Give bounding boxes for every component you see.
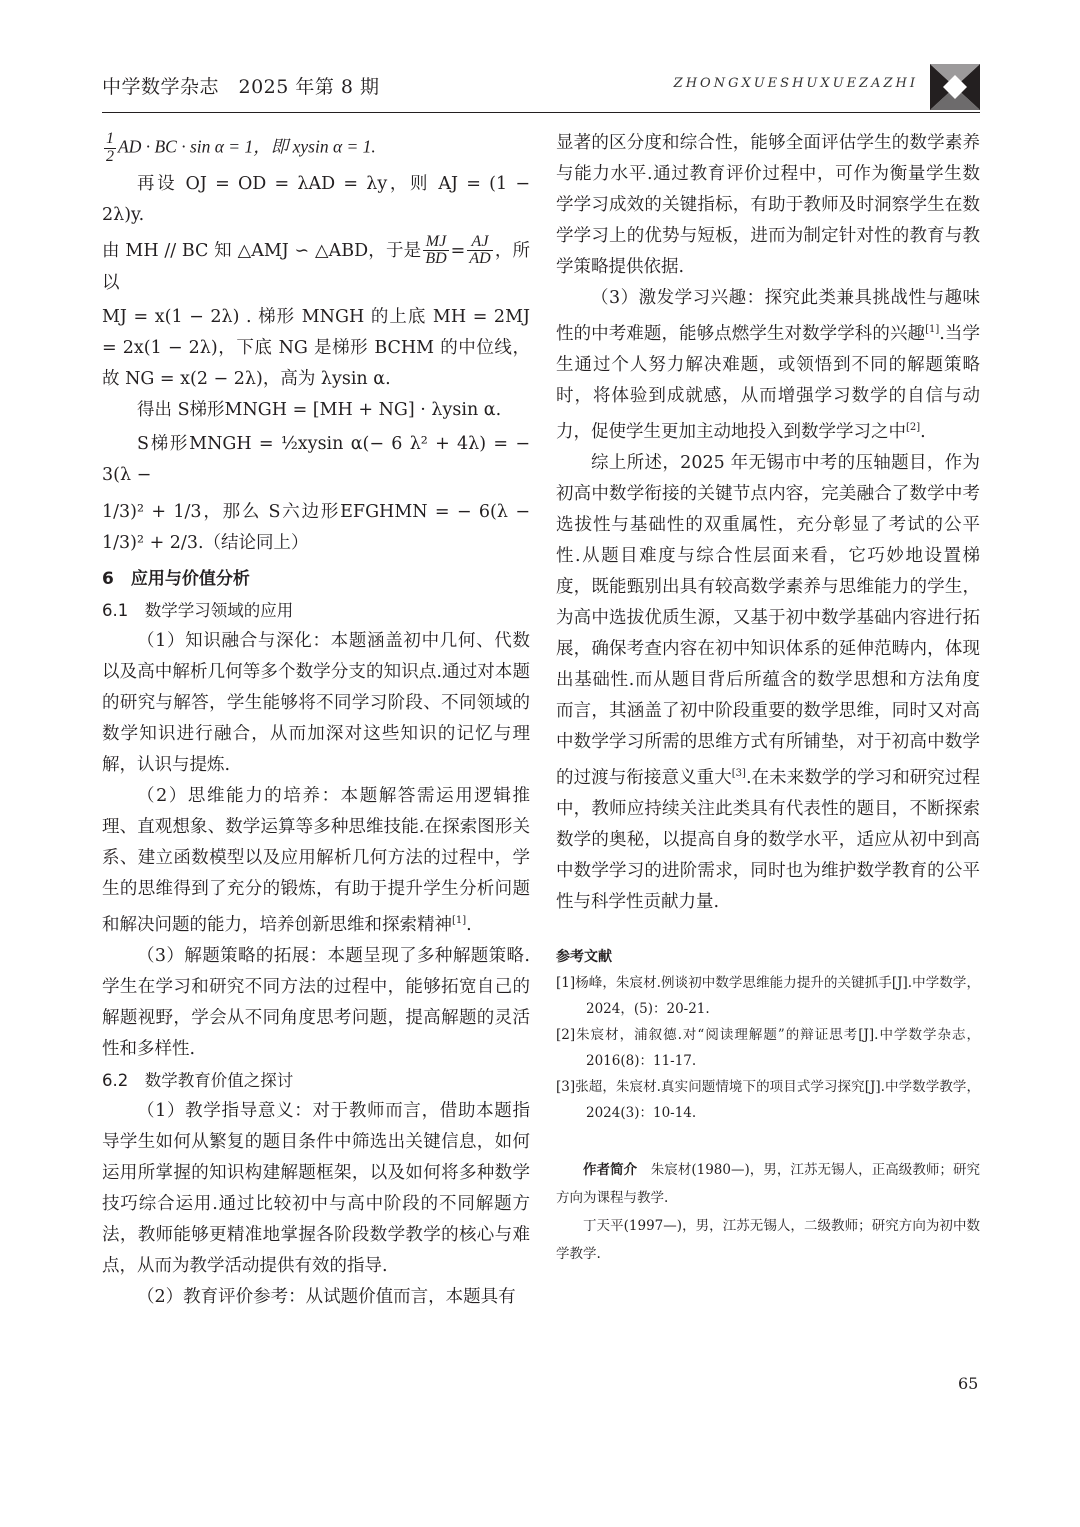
thinking-text: （2）思维能力的培养：本题解答需运用逻辑推理、直观想象、数学运算等多种思维技能.在探索图形关系、建立函数模型以及应用解析几何方法的过程中，学生的思维得到了充分的锻炼，有助于提升学生分析问题和解决问题的能力，培养创新思维和探索精神 [102,786,530,936]
section-heading-6-2: 6.2 数学教育价值之探讨 [102,1071,294,1091]
paragraph-area-expand: S梯形MNGH = ½xysin α(− 6 λ² + 4λ) = − 3(λ − [102,434,530,486]
running-header [102,64,980,114]
section-heading-6-1: 6.1 数学学习领域的应用 [102,601,294,621]
author-bio-2: 丁天平(1997—)，男，江苏无锡人，二级教师；研究方向为初中数学教学. [556,1218,980,1262]
paragraph-similar: 由 MH // BC 知 △AMJ ∽ △ABD，于是 $\frac{MJ}{BD}$ = $\frac{AJ}{AD}$ ，所以 [102,232,531,294]
paragraph-hexagon-area: 1/3)² + 1/3，那么 S六边形EFGHMN = − 6(λ − 1/3)² + 2/3.（结论同上） [102,502,530,554]
paragraph-oj: 再设 OJ = OD = λAD = λy，则 AJ = (1 − 2λ)y. [102,173,530,225]
references-title: 参考文献 [556,949,612,965]
journal-issue: 中学数学杂志 2025 年第 8 期 [102,76,380,98]
citation-1b: [1] [925,324,940,335]
citation-1: [1] [452,915,467,927]
fraction-half: $\frac{1}{2}$ [106,130,114,165]
paragraph-strategy: （3）解题策略的拓展：本题呈现了多种解题策略.学生在学习和研究不同方法的过程中，能够拓宽自己的解题视野，学会从不同角度思考问题，提高解题的灵活性和多样性. [102,946,530,1060]
journal-logo-icon [930,64,980,110]
left-column [102,128,530,1313]
author-bio-1-text: 朱宸材(1980—)，男，江苏无锡人，正高级教师；研究方向为课程与教学. [556,1162,981,1206]
similar-text: 由 MH // BC 知 △AMJ ∽ △ABD，于是 [102,240,422,261]
summary-text-a: 综上所述，2025 年无锡市中考的压轴题目，作为初高中数学衔接的关键节点内容，完美融合了数学中考选拔性与基础性的双重属性，充分彰显了考试的公平性.从题目难度与综合性层面来看，它巧妙地设置梯度，既能甄别出具有较高数学素养与思维能力的学生，为高中选拔优质生源，又基于初中数学基础内容进行拓展，确保考查内容在初中知识体系的延伸范畴内，体现出基础性.而从题目背后所蕴含的数学思想和方法角度而言，其涵盖了初中阶段重要的数学思维，同时又对高中数学学习所需的思维方式有所铺垫，对于初高中数学的过渡与衔接意义重大 [556,453,980,788]
interest-text-b: .当学生通过个人努力解决难题，或领悟到不同的解题策略时，将体验到成就感，从而增强学习数学的自信与动力，促使学生更加主动地投入到数学学习之中 [556,324,980,442]
equation-area [102,128,530,169]
reference-item: [2]朱宸材，浦叙德.对“阅读理解题”的辩证思考[J].中学数学杂志，2016(8)：11-17. [556,1027,980,1069]
equation-area-text: AD · BC · sin α = 1，即 xysin α = 1. [118,136,376,157]
paragraph-summary [556,448,980,918]
header-rule [102,112,980,113]
paragraph-knowledge: （1）知识融合与深化：本题涵盖初中几何、代数以及高中解析几何等多个数学分支的知识点.通过对本题的研究与解答，学生能够将不同学习阶段、不同领域的数学知识进行融合，从而加深对这些知识的记忆与理解，认识与提炼. [102,631,530,776]
reference-item: [3]张超，朱宸材.真实问题情境下的项目式学习探究[J].中学数学教学，2024(3)：10-14. [556,1079,980,1121]
author-bio-label: 作者简介 [583,1162,638,1178]
paragraph-area-formula: 得出 S梯形MNGH = [MH + NG] · λysin α. [137,400,502,421]
fraction-mj-bd: $\frac{MJ}{BD}$ [425,232,447,268]
citation-2: [2] [906,422,921,433]
right-column [556,128,980,1268]
author-bio [556,1156,980,1268]
paragraph-thinking: （2）思维能力的培养：本题解答需运用逻辑推理、直观想象、数学运算等多种思维技能.在探索图形关系、建立函数模型以及应用解析几何方法的过程中，学生的思维得到了充分的锻炼，有助于提升学生分析问题和解决问题的能力，培养创新思维和探索精神[1]. [102,786,530,936]
paragraph-teaching: （1）教学指导意义：对于教师而言，借助本题指导学生如何从繁复的题目条件中筛选出关键信息，如何运用所掌握的知识构建解题框架，以及如何将多种数学技巧综合运用.通过比较初中与高中阶段的不同解题方法，教师能够更精准地掌握各阶段数学教学的核心与难点，从而为教学活动提供有效的指导. [102,1101,530,1277]
fraction-aj-ad: $\frac{AJ}{AD}$ [469,232,491,268]
reference-list [556,970,980,1126]
reference-item: [1]杨峰，朱宸材.例谈初中数学思维能力提升的关键抓手[J].中学数学，2024，(5)：20-21. [556,975,980,1017]
section-heading-6: 6 应用与价值分析 [102,569,250,590]
page-number: 65 [958,1374,979,1393]
paragraph-evaluation: （2）教育评价参考：从试题价值而言，本题具有 [137,1287,516,1308]
journal-pinyin: ZHONGXUESHUXUEZAZHI [673,76,918,91]
citation-3: [3] [731,768,746,779]
author-bio-1 [556,1156,980,1212]
interest-text-a: （3）激发学习兴趣：探究此类兼具挑战性与趣味性的中考难题，能够点燃学生对数学学科的兴趣 [556,288,980,344]
summary-text-b: .在未来数学的学习和研究过程中，教师应持续关注此类具有代表性的题目，不断探索数学的奥秘，以提高自身的数学水平，适应从初中到高中数学学习的进阶需求，同时也为维护数学教育的公平性与科学性贡献力量. [556,768,981,912]
paragraph-evaluation-cont: 显著的区分度和综合性，能够全面评估学生的数学素养与能力水平.通过教育评价过程中，可作为衡量学生数学学习成效的关键指标，有助于教师及时洞察学生在数学学习上的优势与短板，进而为制定针对性的教育与教学策略提供依据. [556,133,980,277]
paragraph-interest: （3）激发学习兴趣：探究此类兼具挑战性与趣味性的中考难题，能够点燃学生对数学学科的兴趣[1].当学生通过个人努力解决难题，或领悟到不同的解题策略时，将体验到成就感，从而增强学习数学的自信与动力，促使学生更加主动地投入到数学学习之中[2]. [556,288,980,442]
paragraph-trapezoid: MJ = x(1 − 2λ) . 梯形 MNGH 的上底 MH = 2MJ = 2x(1 − 2λ)，下底 NG 是梯形 BCHM 的中位线，故 NG = x(2 − 2λ)，高为 λysin α. [102,307,530,390]
similar-text-end: ，所以 [102,240,531,294]
